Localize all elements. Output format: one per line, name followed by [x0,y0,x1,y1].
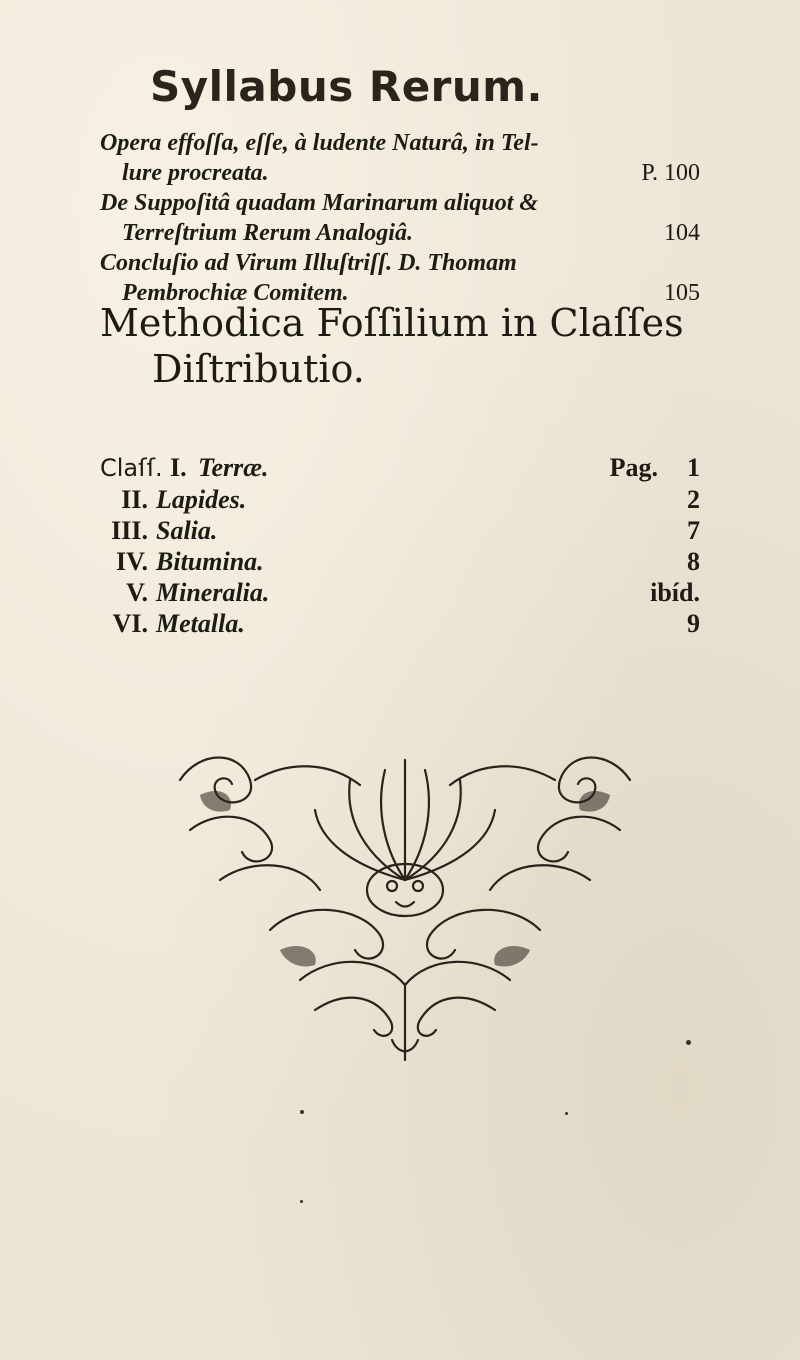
class-name: Salia. [156,516,218,545]
toc-entry [100,248,700,308]
toc-page-number: 105 [664,280,700,306]
toc-entry-text: Concluſio ad Virum Illuſtriſſ. D. Thomam [100,250,517,276]
decorative-ornament [160,740,650,1070]
ink-speck [300,1200,303,1203]
class-numeral: I. [170,453,187,482]
class-page: ibíd. [650,578,700,607]
class-name: Bitumina. [156,547,264,576]
class-page: 7 [687,516,700,545]
toc-page-number: 104 [664,220,700,246]
class-row [100,452,700,484]
class-numeral: V. [126,578,148,607]
class-numeral: III. [111,516,148,545]
class-heading: Claſſ. [100,454,163,482]
class-name: Lapides. [156,485,247,514]
toc-entry [100,128,700,188]
toc-entry-text: Pembrochiæ Comitem. [122,280,349,306]
toc-entry-text: De Suppoſitâ quadam Marinarum aliquot & [100,190,539,216]
table-of-contents [100,128,700,308]
section-title [100,300,700,392]
class-numeral: II. [121,485,148,514]
section-title-line: Diſtributio. [152,347,365,391]
ink-speck [686,1040,691,1045]
class-name: Mineralia. [156,578,270,607]
class-page: 1 [687,453,700,482]
section-title-line: Methodica Foſſilium in Claſſes [100,301,684,345]
class-page: 9 [687,609,700,638]
class-numeral: VI. [112,609,148,638]
class-name: Metalla. [156,609,245,638]
class-row [100,484,700,515]
toc-entry-text: Opera effoſſa, eſſe, à ludente Naturâ, in Tel- [100,130,539,156]
class-page: 2 [687,485,700,514]
ink-speck [565,1112,568,1115]
class-name: Terræ. [198,453,269,482]
class-row [100,515,700,546]
toc-entry-text: lure procreata. [122,160,269,186]
toc-entry [100,188,700,248]
class-row [100,608,700,639]
toc-page-number: P. 100 [641,160,700,186]
class-row [100,546,700,577]
class-row [100,577,700,608]
class-page: 8 [687,547,700,576]
class-numeral: IV. [115,547,148,576]
toc-entry-text: Terreſtrium Rerum Analogiâ. [122,220,413,246]
ink-speck [300,1110,304,1114]
page-heading: Pag. [609,453,658,482]
class-list [100,452,700,639]
running-head: Syllabus Rerum. [150,62,544,111]
